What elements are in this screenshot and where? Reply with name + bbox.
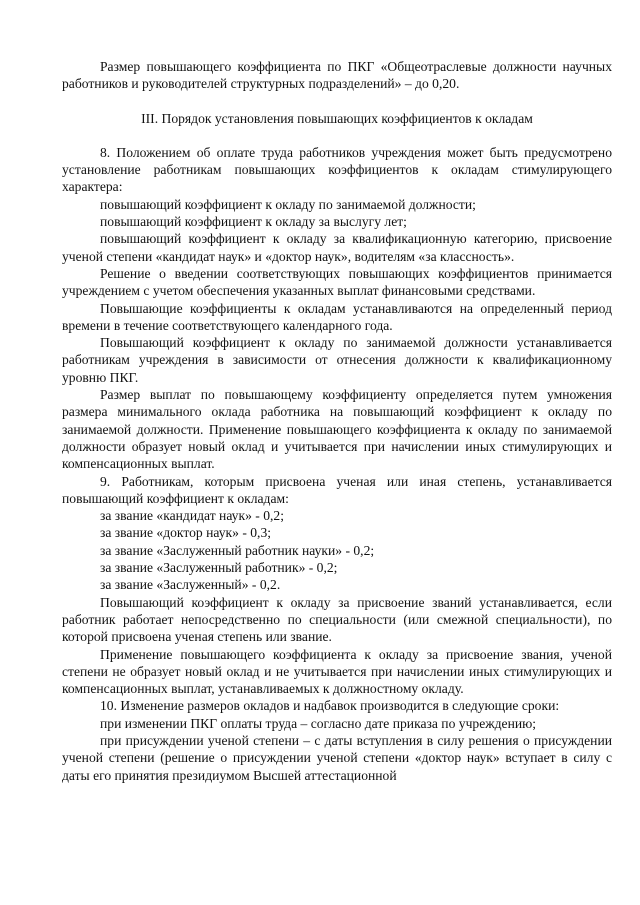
paragraph: Применение повышающего коэффициента к окладу за присвоение звания, ученой степени не образует новый оклад и не учитывается при начислении иных стимулирующих и компенсационных выплат, устанавливаемых к должностному окладу. — [62, 646, 612, 697]
spacer — [62, 127, 612, 144]
spacer — [62, 93, 612, 110]
list-item: при присуждении ученой степени – с даты вступления в силу решения о присуждении ученой степени (решение о присуждении ученой степени «доктор наук» вступает в силу с даты его принятия президиумом Высшей аттестационной — [62, 732, 612, 783]
paragraph: Повышающий коэффициент к окладу по занимаемой должности устанавливается работникам учреждения в зависимости от отнесения должности к квалификационному уровню ПКГ. — [62, 335, 612, 385]
section-heading: III. Порядок установления повышающих коэффициентов к окладам — [141, 110, 533, 126]
list-item: за звание «доктор наук» - 0,3; — [100, 525, 272, 541]
list-item: за звание «Заслуженный работник науки» - 0,2; — [100, 542, 375, 558]
list-item: повышающий коэффициент к окладу за выслугу лет; — [100, 214, 407, 230]
document-page — [62, 58, 612, 784]
paragraph: Повышающий коэффициент к окладу за присвоение званий устанавливается, если работник работает непосредственно по специальности (или смежной специальности), по которой присвоена ученая степень или звание. — [62, 594, 612, 645]
list-item: за звание «Заслуженный работник» - 0,2; — [100, 560, 338, 576]
paragraph: Размер выплат по повышающему коэффициенту определяется путем умножения размера минимального оклада работника на повышающий коэффициент к окладу по занимаемой должности. Применение повышающего коэффициента к окладу по занимаемой должности образует новый оклад и учитывается при начислении иных стимулирующих и компенсационных выплат. — [62, 387, 612, 472]
paragraph-10-intro: 10. Изменение размеров окладов и надбавок производится в следующие сроки: — [100, 698, 560, 714]
paragraph-9-intro: 9. Работникам, которым присвоена ученая или иная степень, устанавливается повышающий коэффициент к окладам: — [62, 473, 612, 506]
list-item: при изменении ПКГ оплаты труда – согласно дате приказа по учреждению; — [100, 715, 537, 731]
paragraph-8-intro: 8. Положением об оплате труда работников учреждения может быть предусмотрено установление работникам повышающих коэффициентов к окладам стимулирующего характера: — [62, 144, 612, 195]
top-paragraph: Размер повышающего коэффициента по ПКГ «Общеотраслевые должности научных работников и руководителей структурных подразделений» – до 0,20. — [62, 59, 612, 92]
list-item: повышающий коэффициент к окладу по занимаемой должности; — [100, 196, 476, 212]
list-item: за звание «Заслуженный» - 0,2. — [100, 577, 281, 593]
paragraph: Решение о введении соответствующих повышающих коэффициентов принимается учреждением с учетом обеспечения указанных выплат финансовыми средствами. — [62, 265, 612, 299]
list-item: повышающий коэффициент к окладу за квалификационную категорию, присвоение ученой степени «кандидат наук» и «доктор наук», водителям «за классность». — [62, 231, 612, 264]
list-item: за звание «кандидат наук» - 0,2; — [100, 508, 284, 524]
paragraph: Повышающие коэффициенты к окладам устанавливаются на определенный период времени в течение соответствующего календарного года. — [62, 300, 612, 333]
